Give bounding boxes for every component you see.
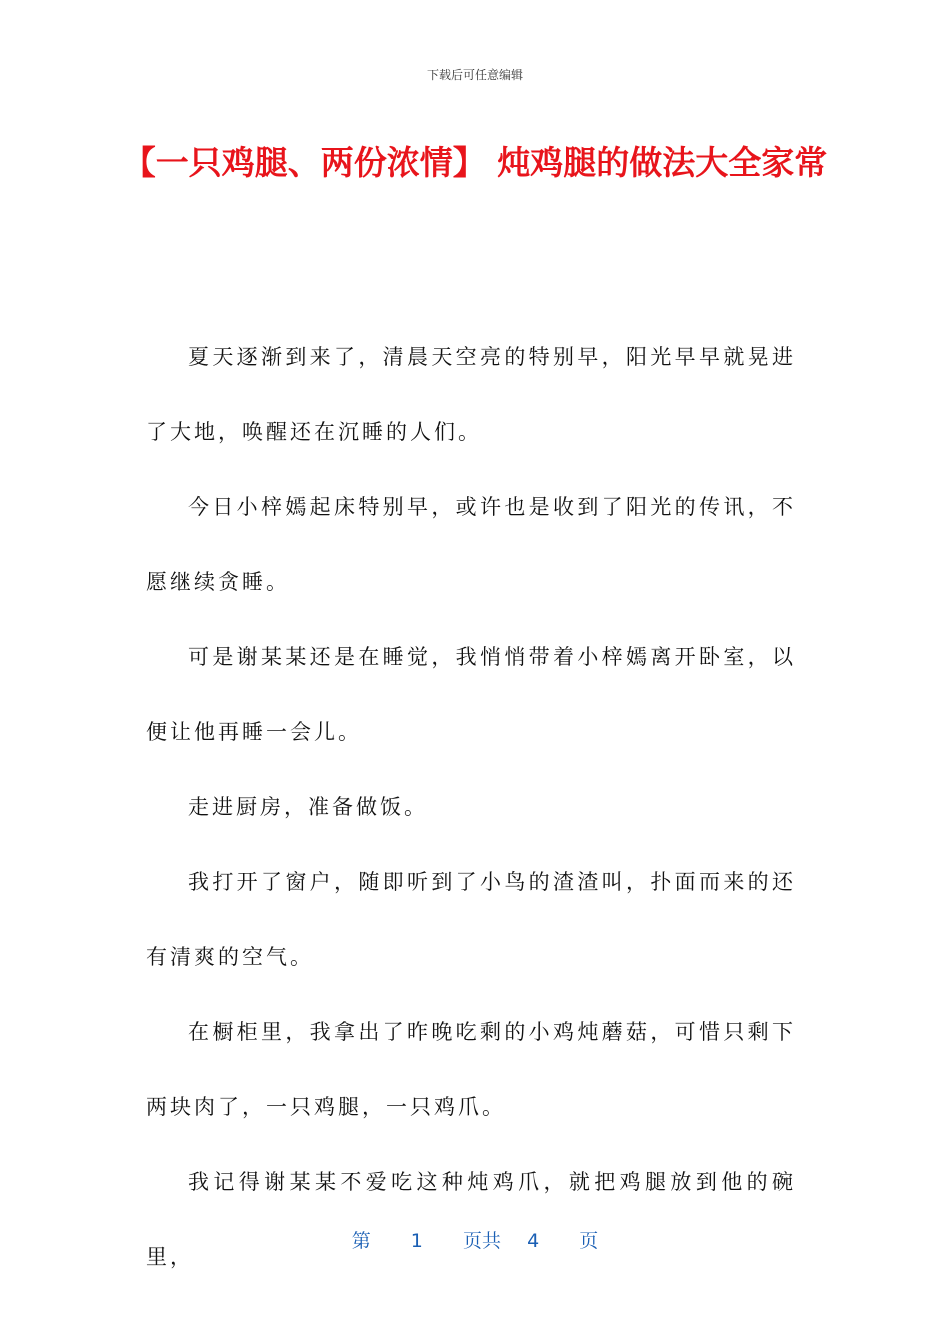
paragraph: 我打开了窗户，随即听到了小鸟的渣渣叫，扑面而来的还有清爽的空气。 [146, 870, 796, 969]
total-pages: 4 [527, 1230, 540, 1252]
paragraph: 走进厨房，准备做饭。 [188, 795, 428, 819]
paragraph: 今日小梓嫣起床特别早，或许也是收到了阳光的传讯，不愿继续贪睡。 [146, 495, 796, 594]
document-body [146, 320, 796, 1295]
paragraph: 夏天逐渐到来了，清晨天空亮的特别早，阳光早早就晃进了大地，唤醒还在沉睡的人们。 [146, 345, 796, 444]
page-number: 1 [410, 1230, 423, 1252]
paragraph: 在橱柜里，我拿出了昨晚吃剩的小鸡炖蘑菇，可惜只剩下两块肉了，一只鸡腿，一只鸡爪。 [146, 1020, 796, 1119]
document-title: 【一只鸡腿、两份浓情】 炖鸡腿的做法大全家常 [122, 143, 828, 182]
page-footer [0, 1226, 950, 1253]
page-label-suffix: 页 [579, 1230, 599, 1252]
paragraph: 我记得谢某某不爱吃这种炖鸡爪，就把鸡腿放到他的碗里， [146, 1170, 796, 1269]
paragraph: 可是谢某某还是在睡觉，我悄悄带着小梓嫣离开卧室，以便让他再睡一会儿。 [146, 645, 796, 744]
page-label-prefix: 第 [351, 1230, 371, 1252]
header-note: 下载后可任意编辑 [426, 68, 523, 82]
page-label-middle: 页共 [462, 1230, 501, 1252]
